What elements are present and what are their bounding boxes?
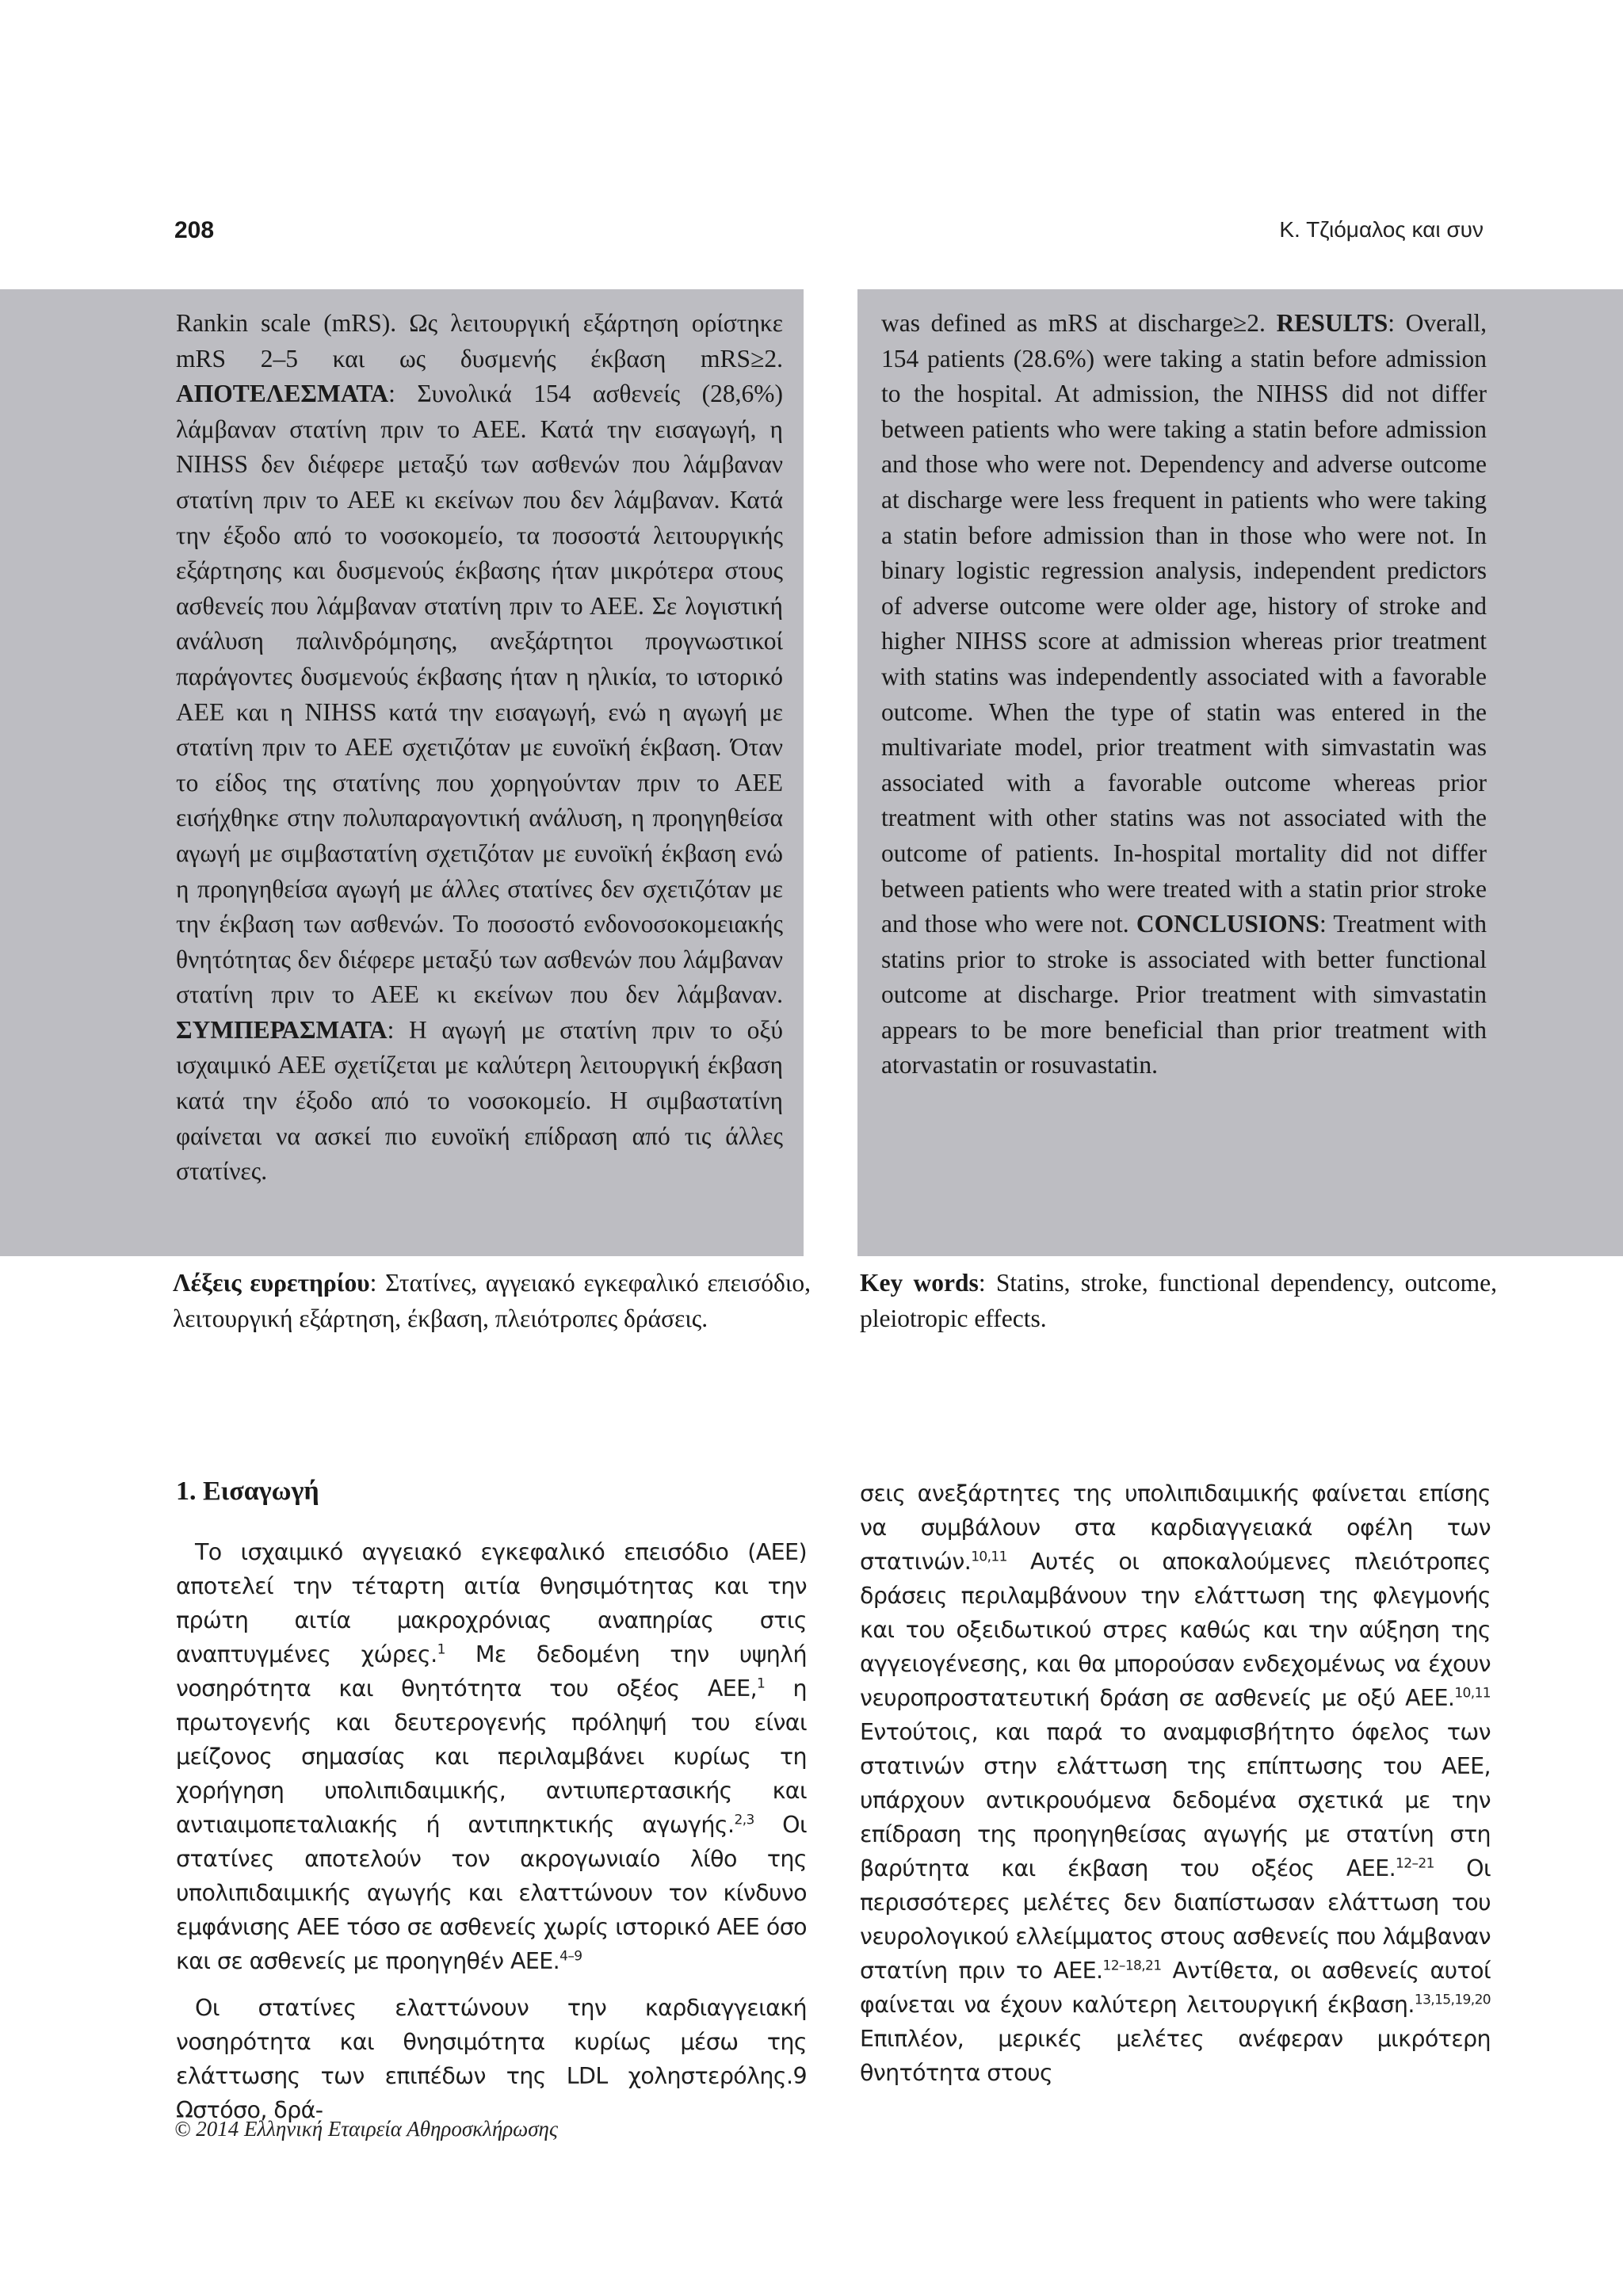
intro-right-column [860, 1477, 1491, 2090]
abstract-english-conclusions-label: CONCLUSIONS [1136, 910, 1319, 938]
keywords-greek [173, 1266, 811, 1336]
abstract-greek-results-label: ΑΠΟΤΕΛΕΣΜΑΤΑ [176, 380, 389, 408]
citation: 13,15,19,20 [1414, 1992, 1491, 2008]
intro-paragraph-2: Οι στατίνες ελαττώνουν την καρδιαγγειακή νοσηρότητα και θνησιμότητα κυρίως μέσω της ελάττωσης των επιπέδων της LDL χοληστερόλης.9 Ωστόσο, δρά- [176, 1995, 807, 2123]
abstract-english-results-label: RESULTS [1276, 309, 1388, 337]
intro-text: η πρωτογενής και δευτερογενής πρόληψή του είναι μείζονος σημασίας και περιλαμβάνει κυρίως τη χορήγηση υπολιπιδαιμικής, αντιυπερτασικής και αντιαιμοπεταλιακής ή αντιπηκτικής αγωγής. [176, 1675, 807, 1838]
abstract-greek-conclusions-label: ΣΥΜΠΕΡΑΣΜΑΤΑ [176, 1015, 388, 1044]
page-number: 208 [174, 217, 215, 243]
citation: 12–18,21 [1102, 1958, 1162, 1974]
running-head: Κ. Τζιόμαλος και συν [1279, 217, 1484, 242]
intro-paragraph-1 [176, 1535, 807, 1978]
abstract-english [881, 306, 1487, 1083]
intro-text: Οι στατίνες αποτελούν τον ακρογωνιαίο λίθο της υπολιπιδαιμικής αγωγής και ελαττώνουν τον κίνδυνο εμφάνισης ΑΕΕ τόσο σε ασθενείς χωρίς ιστορικό ΑΕΕ όσο και σε ασθενείς με προηγηθέν ΑΕΕ. [176, 1812, 807, 1974]
abstract-english-intro: was defined as mRS at discharge≥2. [881, 309, 1266, 337]
intro-left-column [176, 1535, 807, 2140]
keywords-english-text: : Statins, stroke, functional dependency, outcome, pleiotropic effects. [860, 1269, 1497, 1332]
citation: 2,3 [734, 1812, 754, 1828]
intro-text: Αντίθετα, οι ασθενείς αυτοί φαίνεται να έχουν καλύτερη λειτουργική έκβαση. [860, 1958, 1491, 2018]
intro-text: σεις ανεξάρτητες της υπολιπιδαιμικής φαίνεται επίσης να συμβάλουν στα καρδιαγγειακά οφέλη των στατινών. [860, 1480, 1491, 1575]
intro-text: Αυτές οι αποκαλούμενες πλειότροπες δράσεις περιλαμβάνουν την ελάττωση της φλεγμονής και του οξειδωτικού στρες καθώς και την αύξηση της αγγειογένεσης, και θα μπορούσαν ενδεχομένως να έχουν νευροπροστατευτική δράση σε ασθενείς με οξύ ΑΕΕ. [860, 1549, 1491, 1711]
citation: 10,11 [1454, 1685, 1491, 1702]
intro-text: Το ισχαιμικό αγγειακό εγκεφαλικό επεισόδιο (ΑΕΕ) αποτελεί την τέταρτη αιτία θνησιμότητας και την πρώτη αιτία μακροχρόνιας αναπηρίας στις αναπτυγμένες χώρες. [176, 1539, 807, 1668]
keywords-greek-label: Λέξεις ευρετηρίου [173, 1269, 370, 1297]
citation: 12–21 [1396, 1855, 1434, 1872]
abstract-english-results: : Overall, 154 patients (28.6%) were taking a statin before admission to the hospital. At admission, the NIHSS did not differ between patients who were taking a statin before admission and those who were not. Dependency and adverse outcome at discharge were less frequent in patients who were taking a statin before admission than in those who were not. In binary logistic regression analysis, independent predictors of adverse outcome were older age, history of stroke and higher NIHSS score at admission whereas prior treatment with statins was independently associated with a favorable outcome. When the type of statin was entered in the multivariate model, prior treatment with simvastatin was associated with a favorable outcome whereas prior treatment with other statins was not associated with the outcome of patients. In-hospital mortality did not differ between patients who were treated with a statin prior stroke and those who were not. [881, 309, 1487, 938]
section-heading: 1. Εισαγωγή [176, 1477, 319, 1506]
intro-text: Οι περισσότερες μελέτες δεν διαπίστωσαν ελάττωση του νευρολογικού ελλείμματος στους ασθενείς που λάμβαναν στατίνη πριν το ΑΕΕ. [860, 1855, 1491, 1984]
abstract-greek-conclusions: : Η αγωγή με στατίνη πριν το οξύ ισχαιμικό ΑΕΕ σχετίζεται με καλύτερη λειτουργική έκβαση κατά την έξοδο από το νοσοκομείο. Η σιμβαστατίνη φαίνεται να ασκεί πιο ευνοϊκή επίδραση από τις άλλες στατίνες. [176, 1015, 783, 1186]
citation: 4–9 [559, 1948, 582, 1965]
keywords-english-label: Key words [860, 1269, 979, 1297]
citation: 1 [437, 1641, 445, 1658]
keywords-greek-text: : Στατίνες, αγγειακό εγκεφαλικό επεισόδιο, λειτουργική εξάρτηση, έκβαση, πλειότροπες δράσεις. [173, 1269, 811, 1332]
intro-text: Εντούτοις, και παρά το αναμφισβήτητο όφελος των στατινών στην ελάττωση της επίπτωσης του ΑΕΕ, υπάρχουν αντικρουόμενα δεδομένα σχετικά με την επίδραση της προηγηθείσας αγωγής με στατίνη στη βαρύτητα και έκβαση του οξέος ΑΕΕ. [860, 1719, 1491, 1881]
abstract-greek-intro: Rankin scale (mRS). Ως λειτουργική εξάρτηση ορίστηκε mRS 2–5 και ως δυσμενής έκβαση mRS≥2. [176, 309, 783, 372]
intro-text: Επιπλέον, μερικές μελέτες ανέφεραν μικρότερη θνητότητα στους [860, 2026, 1491, 2086]
citation: 1 [757, 1675, 766, 1692]
abstract-greek [176, 306, 783, 1190]
intro-text: Με δεδομένη την υψηλή νοσηρότητα και θνητότητα του οξέος ΑΕΕ, [176, 1641, 807, 1702]
abstract-greek-results: : Συνολικά 154 ασθενείς (28,6%) λάμβαναν στατίνη πριν το ΑΕΕ. Κατά την εισαγωγή, η NIHSS δεν διέφερε μεταξύ των ασθενών που λάμβαναν στατίνη πριν το ΑΕΕ κι εκείνων που δεν λάμβαναν. Κατά την έξοδο από το νοσοκομείο, τα ποσοστά λειτουργικής εξάρτησης και δυσμενούς έκβασης ήταν μικρότερα στους ασθενείς που λάμβαναν στατίνη πριν το ΑΕΕ. Σε λογιστική ανάλυση παλινδρόμησης, ανεξάρτητοι προγνωστικοί παράγοντες δυσμενούς έκβασης ήταν η ηλικία, το ιστορικό ΑΕΕ και η NIHSS κατά την εισαγωγή, ενώ η αγωγή με στατίνη πριν το ΑΕΕ σχετιζόταν με ευνοϊκή έκβαση. Όταν το είδος της στατίνης που χορηγούνταν πριν το ΑΕΕ εισήχθηκε στην πολυπαραγοντική ανάλυση, η προηγηθείσα αγωγή με σιμβαστατίνη σχετιζόταν με ευνοϊκή έκβαση ενώ η προηγηθείσα αγωγή με άλλες στατίνες δεν σχετιζόταν με την έκβαση των ασθενών. Το ποσοστό ενδονοσοκομειακής θνητότητας δεν διέφερε μεταξύ των ασθενών που λάμβαναν στατίνη πριν το ΑΕΕ κι εκείνων που δεν λάμβαναν. [176, 380, 783, 1009]
copyright-notice: © 2014 Ελληνική Εταιρεία Αθηροσκλήρωσης [174, 2117, 558, 2141]
keywords-english [860, 1266, 1497, 1336]
citation: 10,11 [971, 1549, 1007, 1565]
abstract-english-conclusions: : Treatment with statins prior to stroke is associated with better functional outcome at discharge. Prior treatment with simvastatin appears to be more beneficial than prior treatment with atorvastatin or rosuvastatin. [881, 910, 1487, 1079]
